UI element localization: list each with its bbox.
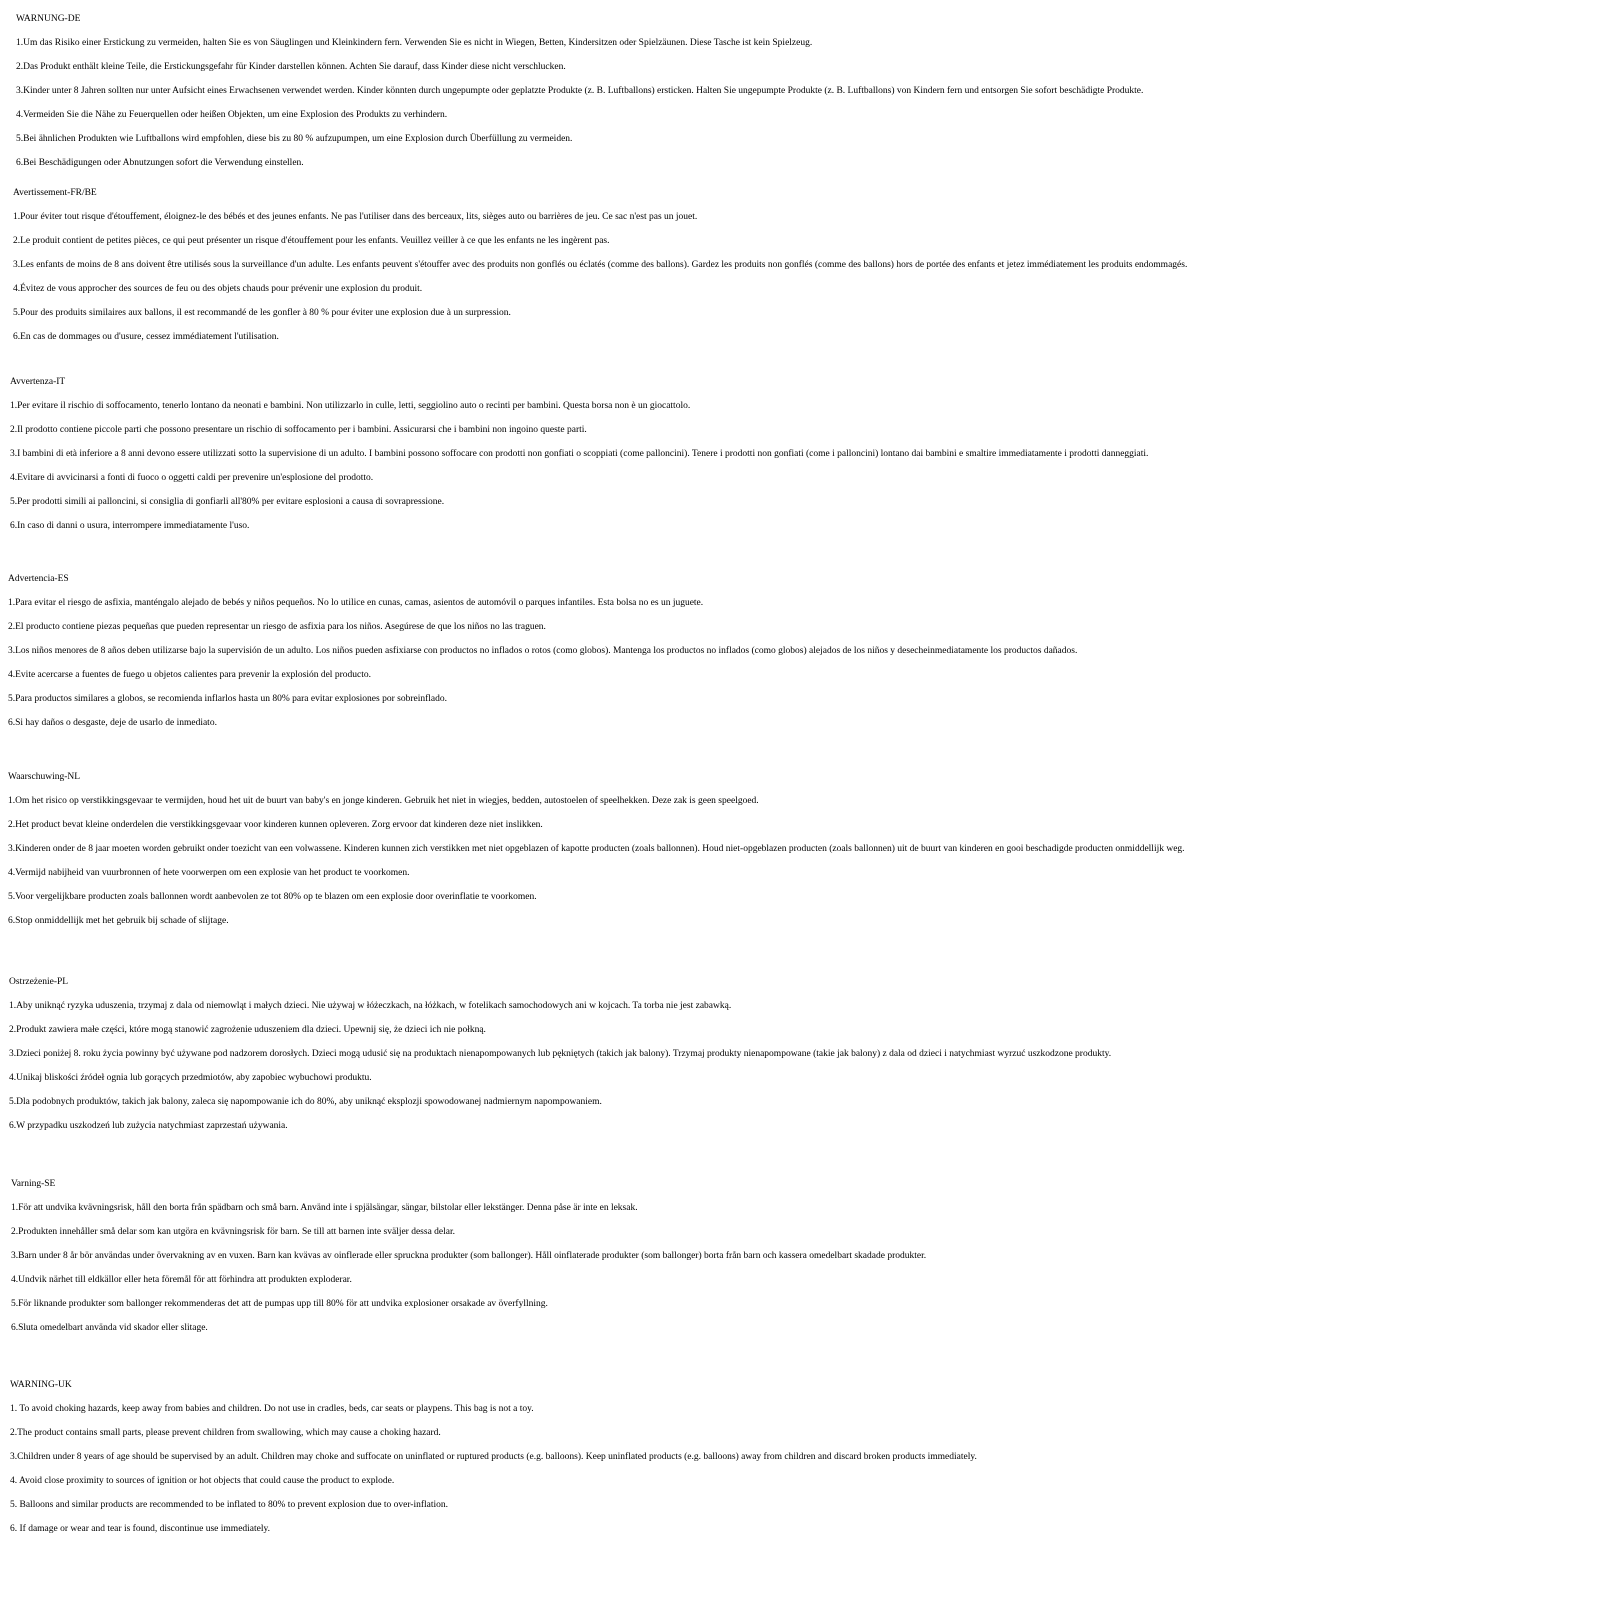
- list-item: 3.Children under 8 years of age should be supervised by an adult. Children may choke and suffocate on uninflated or ruptured products (e.g. balloons). Keep uninflated products (e.g. balloons) away from children and discard broken products immediately.: [10, 1452, 977, 1462]
- list-item: 3.Barn under 8 år bör användas under övervakning av en vuxen. Barn kan kvävas av oinflerade eller spruckna produkter (som ballonger). Håll oinflaterade produkter (som ballonger) borta från barn och kassera omedelbart skadade produkter.: [11, 1251, 927, 1261]
- list-item: 4.Evitare di avvicinarsi a fonti di fuoco o oggetti caldi per prevenire un'esplosione del prodotto.: [10, 473, 374, 483]
- list-item: 2.Produkt zawiera małe części, które mogą stanowić zagrożenie uduszeniem dla dzieci. Upewnij się, że dzieci ich nie połkną.: [9, 1025, 486, 1035]
- list-item: 6.In caso di danni o usura, interrompere immediatamente l'uso.: [10, 521, 250, 531]
- list-item: 3.I bambini di età inferiore a 8 anni devono essere utilizzati sotto la supervisione di un adulto. I bambini possono soffocare con prodotti non gonfiati o scoppiati (come palloncini). Tenere i prodotti non gonfiati (come i palloncini) lontano dai bambini e smaltire immediatamente i prodotti danneggiati.: [10, 449, 1149, 459]
- list-item: 6.Stop onmiddellijk met het gebruik bij schade of slijtage.: [8, 916, 229, 926]
- list-item: 2.The product contains small parts, please prevent children from swallowing, which may cause a choking hazard.: [10, 1428, 441, 1438]
- list-item: 2.El producto contiene piezas pequeñas que pueden representar un riesgo de asfixia para los niños. Asegúrese de que los niños no las traguen.: [8, 622, 546, 632]
- section-title: Advertencia-ES: [8, 574, 69, 584]
- section-title: Varning-SE: [11, 1179, 56, 1189]
- list-item: 5.Voor vergelijkbare producten zoals ballonnen wordt aanbevolen ze tot 80% op te blazen om een explosie door overinflatie te voorkomen.: [8, 892, 537, 902]
- list-item: 4.Évitez de vous approcher des sources de feu ou des objets chauds pour prévenir une explosion du produit.: [13, 284, 423, 294]
- list-item: 5.Para productos similares a globos, se recomienda inflarlos hasta un 80% para evitar explosiones por sobreinflado.: [8, 694, 447, 704]
- section-title: Ostrzeżenie-PL: [9, 977, 69, 987]
- list-item: 4.Vermijd nabijheid van vuurbronnen of hete voorwerpen om een explosie van het product te voorkomen.: [8, 868, 410, 878]
- list-item: 6.Sluta omedelbart använda vid skador eller slitage.: [11, 1323, 208, 1333]
- list-item: 3.Kinder unter 8 Jahren sollten nur unter Aufsicht eines Erwachsenen verwendet werden. Kinder könnten durch ungepumpte oder geplatzte Produkte (z. B. Luftballons) ersticken. Halten Sie ungepumpte Produkte (z. B. Luftballons) von Kindern fern und entsorgen Sie sofort beschädigte Produkte.: [16, 86, 1144, 96]
- section-title: WARNUNG-DE: [16, 14, 81, 24]
- list-item: 1.Om het risico op verstikkingsgevaar te vermijden, houd het uit de buurt van baby's en jonge kinderen. Gebruik het niet in wiegjes, bedden, autostoelen of speelhekken. Deze zak is geen speelgoed.: [8, 796, 759, 806]
- list-item: 4.Vermeiden Sie die Nähe zu Feuerquellen oder heißen Objekten, um eine Explosion des Produkts zu verhindern.: [16, 110, 448, 120]
- list-item: 1. To avoid choking hazards, keep away from babies and children. Do not use in cradles, beds, car seats or playpens. This bag is not a toy.: [10, 1404, 534, 1414]
- list-item: 3.Kinderen onder de 8 jaar moeten worden gebruikt onder toezicht van een volwassene. Kinderen kunnen zich verstikken met niet opgeblazen of kapotte producten (zoals ballonnen). Houd niet-opgeblazen producten (zoals ballonnen) uit de buurt van kinderen en gooi beschadigde producten onmiddellijk weg.: [8, 844, 1185, 854]
- list-item: 1.Aby uniknąć ryzyka uduszenia, trzymaj z dala od niemowląt i małych dzieci. Nie używaj w łóżeczkach, na łóżkach, w fotelikach samochodowych ani w kojcach. Ta torba nie jest zabawką.: [9, 1001, 732, 1011]
- list-item: 4.Undvik närhet till eldkällor eller heta föremål för att förhindra att produkten exploderar.: [11, 1275, 352, 1285]
- list-item: 2.Il prodotto contiene piccole parti che possono presentare un rischio di soffocamento per i bambini. Assicurarsi che i bambini non ingoino queste parti.: [10, 425, 587, 435]
- list-item: 5.Pour des produits similaires aux ballons, il est recommandé de les gonfler à 80 % pour éviter une explosion due à un surpression.: [13, 308, 511, 318]
- list-item: 4.Evite acercarse a fuentes de fuego u objetos calientes para prevenir la explosión del producto.: [8, 670, 371, 680]
- list-item: 5.För liknande produkter som ballonger rekommenderas det att de pumpas upp till 80% för att undvika explosioner orsakade av överfyllning.: [11, 1299, 548, 1309]
- list-item: 2.Le produit contient de petites pièces, ce qui peut présenter un risque d'étouffement pour les enfants. Veuillez veiller à ce que les enfants ne les ingèrent pas.: [13, 236, 610, 246]
- list-item: 2.Het product bevat kleine onderdelen die verstikkingsgevaar voor kinderen kunnen opleveren. Zorg ervoor dat kinderen deze niet inslikken.: [8, 820, 543, 830]
- list-item: 4.Unikaj bliskości źródeł ognia lub gorących przedmiotów, aby zapobiec wybuchowi produktu.: [9, 1073, 372, 1083]
- list-item: 3.Les enfants de moins de 8 ans doivent être utilisés sous la surveillance d'un adulte. Les enfants peuvent s'étouffer avec des produits non gonflés ou éclatés (comme des ballons). Gardez les produits non gonflés (comme des ballons) hors de portée des enfants et jetez immédiatement les produits endommagés.: [13, 260, 1188, 270]
- list-item: 1.Pour éviter tout risque d'étouffement, éloignez-le des bébés et des jeunes enfants. Ne pas l'utiliser dans des berceaux, lits, sièges auto ou barrières de jeu. Ce sac n'est pas un jouet.: [13, 212, 698, 222]
- list-item: 5.Per prodotti simili ai palloncini, si consiglia di gonfiarli all'80% per evitare esplosioni a causa di sovrapressione.: [10, 497, 445, 507]
- section-title: Avvertenza-IT: [10, 377, 66, 387]
- section-title: Waarschuwing-NL: [8, 772, 81, 782]
- list-item: 6.En cas de dommages ou d'usure, cessez immédiatement l'utilisation.: [13, 332, 279, 342]
- list-item: 3.Los niños menores de 8 años deben utilizarse bajo la supervisión de un adulto. Los niños pueden asfixiarse con productos no inflados o rotos (como globos). Mantenga los productos no inflados (como globos) alejados de los niños y desecheinmediatamente los productos dañados.: [8, 646, 1078, 656]
- list-item: 6. If damage or wear and tear is found, discontinue use immediately.: [10, 1524, 271, 1534]
- list-item: 1.För att undvika kvävningsrisk, håll den borta från spädbarn och små barn. Använd inte i spjälsängar, sängar, bilstolar eller lekstänger. Denna påse är inte en leksak.: [11, 1203, 638, 1213]
- list-item: 5.Dla podobnych produktów, takich jak balony, zaleca się napompowanie ich do 80%, aby uniknąć eksplozji spowodowanej nadmiernym napompowaniem.: [9, 1097, 602, 1107]
- list-item: 2.Das Produkt enthält kleine Teile, die Erstickungsgefahr für Kinder darstellen können. Achten Sie darauf, dass Kinder diese nicht verschlucken.: [16, 62, 566, 72]
- list-item: 6.Bei Beschädigungen oder Abnutzungen sofort die Verwendung einstellen.: [16, 158, 304, 168]
- list-item: 2.Produkten innehåller små delar som kan utgöra en kvävningsrisk för barn. Se till att barnen inte sväljer dessa delar.: [11, 1227, 456, 1237]
- section-title: WARNING-UK: [10, 1380, 72, 1390]
- list-item: 4. Avoid close proximity to sources of ignition or hot objects that could cause the product to explode.: [10, 1476, 395, 1486]
- list-item: 1.Per evitare il rischio di soffocamento, tenerlo lontano da neonati e bambini. Non utilizzarlo in culle, letti, seggiolino auto o recinti per bambini. Questa borsa non è un giocattolo.: [10, 401, 691, 411]
- list-item: 3.Dzieci poniżej 8. roku życia powinny być używane pod nadzorem dorosłych. Dzieci mogą udusić się na produktach nienapompowanych lub pękniętych (takich jak balony). Trzymaj produkty nienapompowane (takie jak balony) z dala od dzieci i natychmiast wyrzuć uszkodzone produkty.: [9, 1049, 1112, 1059]
- section-title: Avertissement-FR/BE: [13, 188, 97, 198]
- list-item: 1.Um das Risiko einer Erstickung zu vermeiden, halten Sie es von Säuglingen und Kleinkindern fern. Verwenden Sie es nicht in Wiegen, Betten, Kindersitzen oder Spielzäunen. Diese Tasche ist kein Spielzeug.: [16, 38, 813, 48]
- list-item: 6.Si hay daños o desgaste, deje de usarlo de inmediato.: [8, 718, 217, 728]
- list-item: 6.W przypadku uszkodzeń lub zużycia natychmiast zaprzestań używania.: [9, 1121, 288, 1131]
- list-item: 5. Balloons and similar products are recommended to be inflated to 80% to prevent explosion due to over-inflation.: [10, 1500, 449, 1510]
- list-item: 5.Bei ähnlichen Produkten wie Luftballons wird empfohlen, diese bis zu 80 % aufzupumpen, um eine Explosion durch Überfüllung zu vermeiden.: [16, 134, 573, 144]
- list-item: 1.Para evitar el riesgo de asfixia, manténgalo alejado de bebés y niños pequeños. No lo utilice en cunas, camas, asientos de automóvil o parques infantiles. Esta bolsa no es un juguete.: [8, 598, 704, 608]
